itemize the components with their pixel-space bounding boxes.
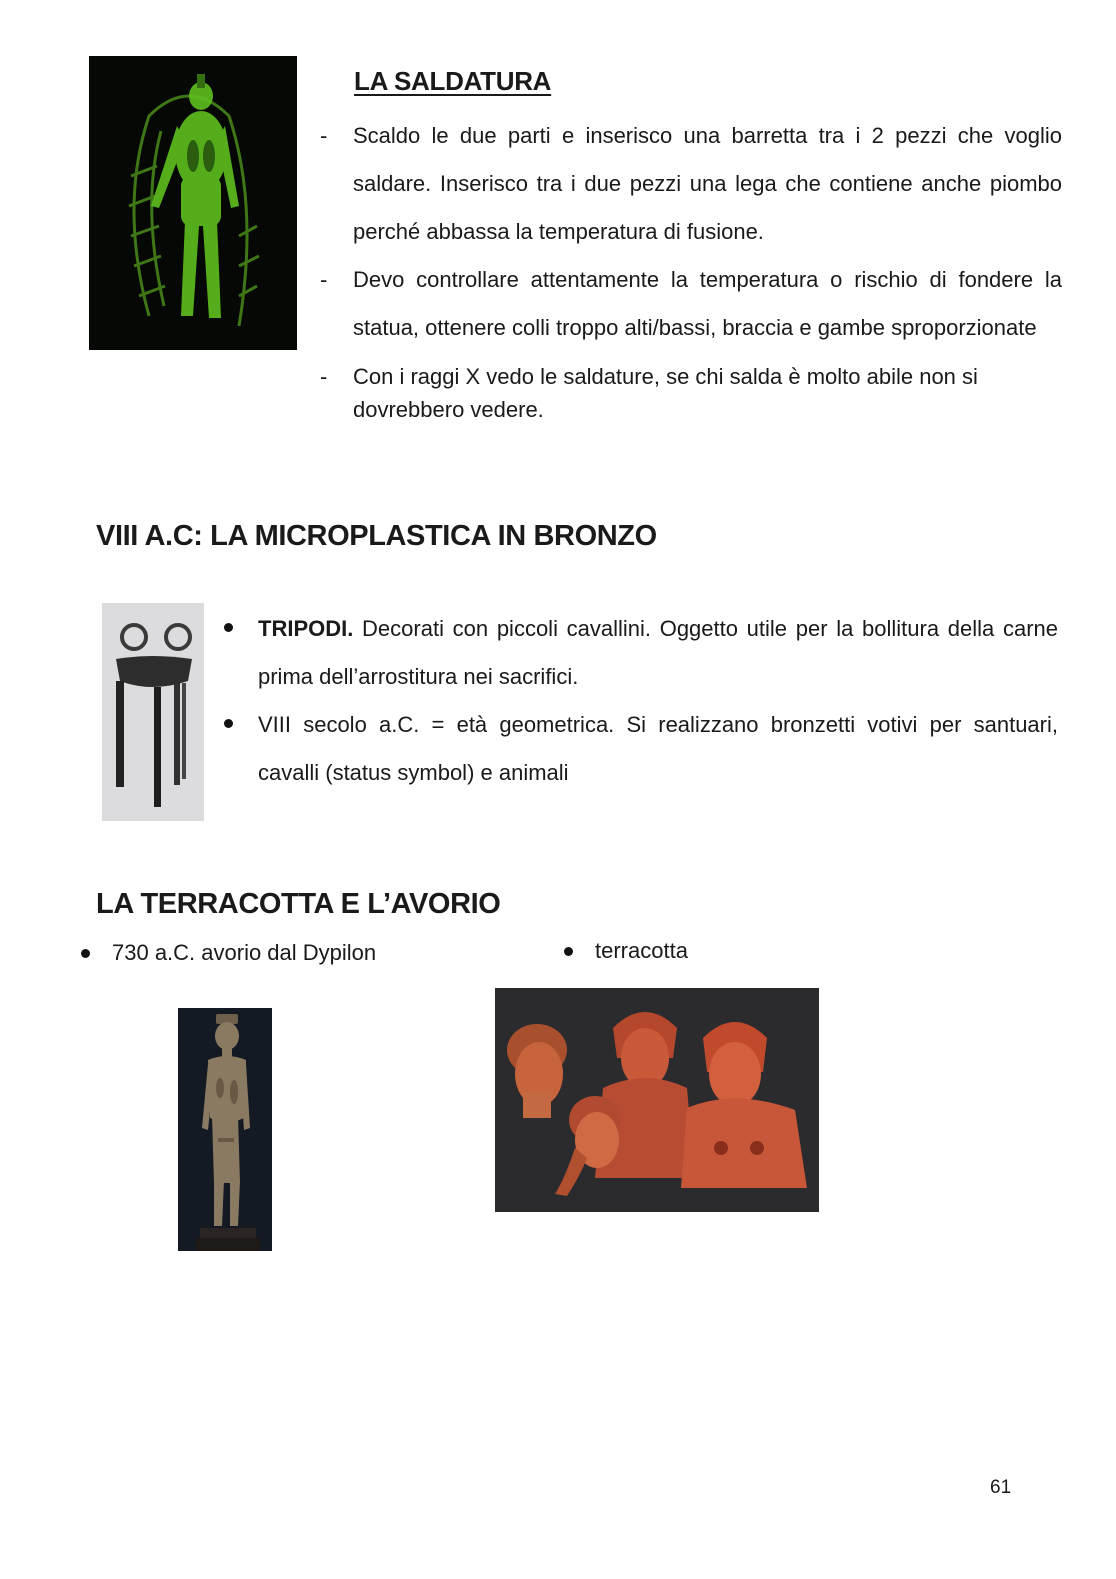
dash-marker: - xyxy=(320,267,328,292)
ivory-statuette-image xyxy=(178,1008,272,1251)
terracotta-heads-image xyxy=(495,988,819,1212)
dash-marker: - xyxy=(320,123,328,148)
tripod-image xyxy=(102,603,204,821)
list-item-text: VIII secolo a.C. = età geometrica. Si realizzano bronzetti votivi per santuari, cavalli (status symbol) e animali xyxy=(258,712,1058,785)
saldatura-title: LA SALDATURA xyxy=(354,66,552,96)
list-item-text: Decorati con piccoli cavallini. Oggetto utile per la bollitura della carne prima dell’arrostitura nei sacrifici. xyxy=(258,616,1058,689)
list-item-text: Scaldo le due parti e inserisco una barretta tra i 2 pezzi che voglio saldare. Inserisco tra i due pezzi una lega che contiene anche piombo perché abbassa la temperatura di fusione. xyxy=(353,123,1062,244)
list-item-text: Con i raggi X vedo le saldature, se chi salda è molto abile non si dovrebbero vedere. xyxy=(353,364,978,422)
bullet-marker xyxy=(564,947,573,956)
list-item xyxy=(320,112,1062,256)
ivory-bullet-text: 730 a.C. avorio dal Dypilon xyxy=(112,940,377,965)
terracotta-title: LA TERRACOTTA E L’AVORIO xyxy=(96,888,501,920)
list-item xyxy=(222,701,1058,797)
list-item xyxy=(222,605,1058,701)
list-item xyxy=(78,938,376,968)
microplastica-list xyxy=(222,605,1058,797)
saldatura-list xyxy=(320,112,1062,426)
bullet-marker xyxy=(224,623,233,632)
list-item-text: Devo controllare attentamente la temperatura o rischio di fondere la statua, ottenere colli troppo alti/bassi, braccia e gambe sproporzionate xyxy=(353,267,1062,340)
list-item xyxy=(320,352,1062,426)
dash-marker: - xyxy=(320,364,328,389)
page-number: 61 xyxy=(990,1477,1012,1498)
microplastica-title: VIII A.C: LA MICROPLASTICA IN BRONZO xyxy=(96,520,657,552)
xray-statue-image xyxy=(89,56,297,350)
list-item xyxy=(561,936,688,966)
bullet-marker xyxy=(224,719,233,728)
list-item-lead: TRIPODI. xyxy=(258,616,354,641)
terracotta-bullet-text: terracotta xyxy=(595,938,688,963)
list-item xyxy=(320,256,1062,352)
bullet-marker xyxy=(81,949,90,958)
